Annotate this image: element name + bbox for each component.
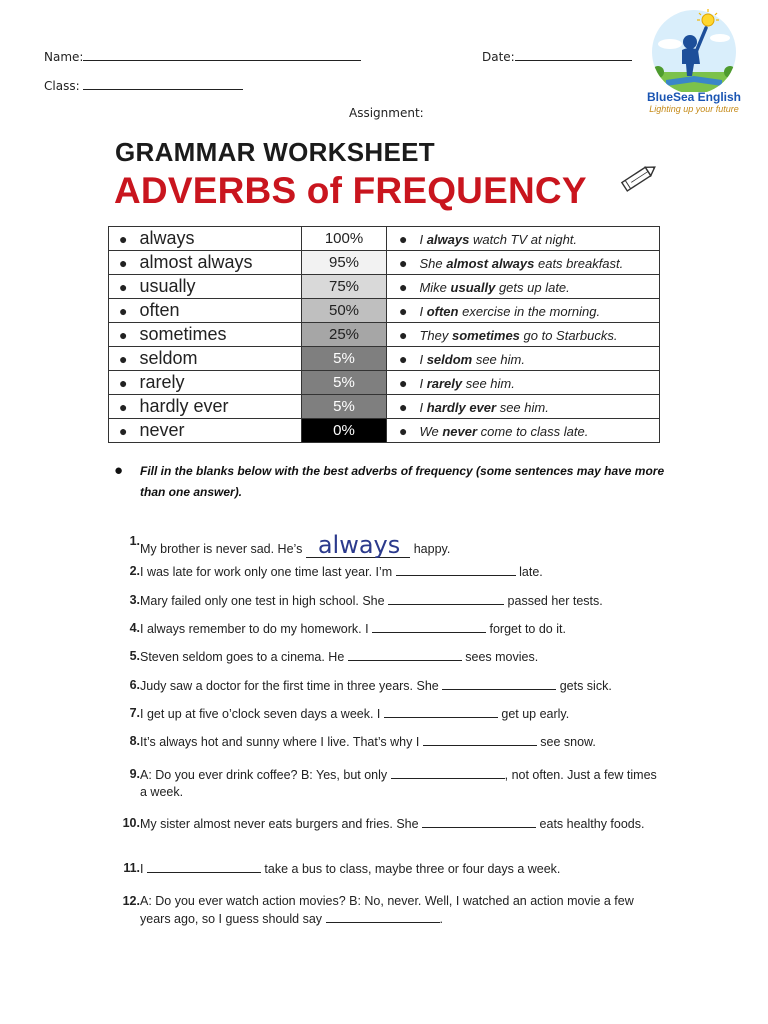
question-number: 12. <box>122 894 140 908</box>
answer-blank[interactable] <box>422 815 536 828</box>
example-post: gets up late. <box>495 279 570 295</box>
class-field-row <box>44 77 243 93</box>
adverb-cell <box>109 371 302 395</box>
question-after: forget to do it. <box>486 622 566 636</box>
question-number: 5. <box>129 649 140 663</box>
question-number: 11. <box>123 861 140 875</box>
example-pre: I <box>419 351 427 367</box>
question-item <box>118 620 658 638</box>
frequency-table <box>108 226 660 443</box>
question-item <box>118 648 658 666</box>
bullet-icon: ● <box>119 423 128 439</box>
question-number: 9. <box>129 767 140 781</box>
example-pre: I <box>419 375 427 391</box>
percent-cell: 0% <box>302 419 387 443</box>
example-cell <box>387 299 660 323</box>
example-post: go to Starbucks. <box>519 327 618 343</box>
question-after: take a bus to class, maybe three or four days a week. <box>260 862 561 876</box>
example-post: see him. <box>496 399 549 415</box>
answer-blank[interactable] <box>147 860 261 873</box>
example-cell <box>387 323 660 347</box>
question-after: . <box>439 912 444 926</box>
question-before: I always remember to do my homework. I <box>140 622 373 636</box>
question-after: get up early. <box>497 707 570 721</box>
question-after: happy. <box>410 542 451 556</box>
bullet-icon: ● <box>119 231 128 247</box>
example-pre: She <box>419 255 447 271</box>
frequency-row <box>109 419 660 443</box>
question-text <box>118 648 658 666</box>
example-adverb: usually <box>450 279 496 295</box>
bullet-icon: ● <box>114 462 124 479</box>
adverb-cell <box>109 227 302 251</box>
question-number: 6. <box>129 678 140 692</box>
question-item <box>118 592 658 610</box>
question-number: 10. <box>122 816 140 830</box>
bullet-icon: ● <box>399 302 408 319</box>
example-post: exercise in the morning. <box>458 303 601 319</box>
percent-cell: 5% <box>302 371 387 395</box>
logo-graphic-icon <box>640 6 748 92</box>
example-post: watch TV at night. <box>469 231 578 247</box>
frequency-row <box>109 227 660 251</box>
question-item <box>118 563 658 581</box>
question-before: It’s always hot and sunny where I live. That’s why I <box>140 735 423 749</box>
adverb-cell <box>109 299 302 323</box>
example-post: come to class late. <box>477 423 589 439</box>
example-adverb: seldom <box>426 351 473 367</box>
percent-cell: 75% <box>302 275 387 299</box>
answer-blank[interactable] <box>326 910 440 923</box>
bullet-icon: ● <box>119 375 128 391</box>
question-before: I <box>140 862 147 876</box>
question-text <box>118 677 658 695</box>
frequency-row <box>109 395 660 419</box>
question-after: eats healthy foods. <box>536 817 645 831</box>
adverb-cell <box>109 395 302 419</box>
frequency-row <box>109 347 660 371</box>
question-before: A: Do you ever drink coffee? B: Yes, but only <box>140 768 391 782</box>
frequency-row <box>109 299 660 323</box>
question-text <box>118 733 658 751</box>
question-after: gets sick. <box>556 679 612 693</box>
answer-blank[interactable] <box>396 563 516 576</box>
bullet-icon: ● <box>399 350 408 367</box>
class-input-line[interactable] <box>83 77 243 90</box>
adverb-text: always <box>139 228 195 248</box>
question-text <box>118 563 658 581</box>
answer-blank[interactable] <box>442 677 556 690</box>
question-before: Mary failed only one test in high school. She <box>140 594 389 608</box>
answer-blank[interactable] <box>384 705 498 718</box>
bullet-icon: ● <box>119 279 128 295</box>
example-post: eats breakfast. <box>534 255 624 271</box>
example-cell <box>387 275 660 299</box>
frequency-row <box>109 323 660 347</box>
question-text <box>118 620 658 638</box>
example-adverb: sometimes <box>451 327 520 343</box>
example-pre: I <box>419 399 427 415</box>
question-item <box>118 533 658 558</box>
assignment-label: Assignment: <box>349 106 424 120</box>
adverb-text: often <box>139 300 180 320</box>
question-number: 2. <box>129 564 140 578</box>
question-before: My sister almost never eats burgers and fries. She <box>140 817 423 831</box>
question-text <box>118 893 658 928</box>
bullet-icon: ● <box>399 230 408 247</box>
example-pre: We <box>419 423 443 439</box>
adverb-cell <box>109 251 302 275</box>
question-number: 3. <box>129 593 140 607</box>
example-cell <box>387 227 660 251</box>
answer-blank[interactable] <box>372 620 486 633</box>
adverb-text: seldom <box>139 348 198 368</box>
example-adverb: hardly ever <box>426 399 497 415</box>
answer-blank[interactable] <box>388 592 504 605</box>
example-pre: I <box>419 303 427 319</box>
logo-tagline: Lighting up your future <box>649 104 739 114</box>
question-number: 7. <box>129 706 140 720</box>
class-label: Class: <box>44 79 80 93</box>
question-text <box>118 533 658 558</box>
instructions-text: Fill in the blanks below with the best adverbs of frequency (some sentences may have more than one answer). <box>140 464 665 499</box>
frequency-row <box>109 251 660 275</box>
percent-cell: 95% <box>302 251 387 275</box>
question-item <box>118 893 658 928</box>
example-pre: I <box>419 231 427 247</box>
question-before: I was late for work only one time last year. I’m <box>140 565 396 579</box>
example-cell <box>387 347 660 371</box>
percent-cell: 5% <box>302 347 387 371</box>
percent-cell: 50% <box>302 299 387 323</box>
question-number: 8. <box>129 734 140 748</box>
example-post: see him. <box>462 375 515 391</box>
question-item <box>118 677 658 695</box>
question-item <box>118 860 658 878</box>
bullet-icon: ● <box>399 398 408 415</box>
adverb-text: almost always <box>139 252 253 272</box>
instructions <box>114 461 668 503</box>
question-before: My brother is never sad. He’s <box>140 542 306 556</box>
question-before: Steven seldom goes to a cinema. He <box>140 650 348 664</box>
bluesea-logo <box>640 6 748 114</box>
bullet-icon: ● <box>399 254 408 271</box>
example-cell <box>387 371 660 395</box>
question-number: 4. <box>129 621 140 635</box>
percent-cell: 25% <box>302 323 387 347</box>
name-input-line[interactable] <box>83 48 361 61</box>
name-label: Name: <box>44 50 84 64</box>
adverb-text: usually <box>139 276 196 296</box>
question-item <box>118 705 658 723</box>
bullet-icon: ● <box>399 278 408 295</box>
example-cell <box>387 395 660 419</box>
date-label: Date: <box>482 50 515 64</box>
adverb-text: never <box>139 420 185 440</box>
question-before: I get up at five o’clock seven days a week. I <box>140 707 384 721</box>
example-post: see him. <box>472 351 525 367</box>
adverb-cell <box>109 347 302 371</box>
logo-name: BlueSea English <box>646 90 742 104</box>
answer-blank[interactable] <box>348 648 462 661</box>
question-text <box>118 815 658 833</box>
question-after: , not often. Just a few times a week. <box>140 768 657 799</box>
question-item <box>118 733 658 751</box>
question-after: late. <box>515 565 543 579</box>
question-after: sees movies. <box>461 650 539 664</box>
answer-filled[interactable]: always <box>306 533 410 558</box>
adverb-cell <box>109 323 302 347</box>
percent-cell: 5% <box>302 395 387 419</box>
pencil-icon <box>616 163 660 193</box>
worksheet-subtitle: ADVERBS of FREQUENCY <box>114 170 587 211</box>
example-adverb: almost always <box>446 255 535 271</box>
adverb-text: hardly ever <box>139 396 229 416</box>
question-number: 1. <box>129 534 140 548</box>
frequency-row <box>109 371 660 395</box>
answer-blank[interactable] <box>391 766 505 779</box>
question-before: Judy saw a doctor for the first time in three years. She <box>140 679 443 693</box>
frequency-row <box>109 275 660 299</box>
bullet-icon: ● <box>119 327 128 343</box>
question-after: see snow. <box>536 735 596 749</box>
question-text <box>118 766 658 801</box>
question-item <box>118 766 658 801</box>
adverb-cell <box>109 275 302 299</box>
adverb-text: rarely <box>139 372 185 392</box>
bullet-icon: ● <box>119 255 128 271</box>
adverb-cell <box>109 419 302 443</box>
example-adverb: always <box>426 231 470 247</box>
question-item <box>118 815 658 833</box>
bullet-icon: ● <box>119 351 128 367</box>
bullet-icon: ● <box>399 374 408 391</box>
worksheet-title: GRAMMAR WORKSHEET <box>115 137 435 167</box>
example-pre: They <box>419 327 452 343</box>
bullet-icon: ● <box>399 326 408 343</box>
example-cell <box>387 419 660 443</box>
bullet-icon: ● <box>119 303 128 319</box>
percent-cell: 100% <box>302 227 387 251</box>
date-field-row <box>482 48 632 64</box>
example-adverb: often <box>426 303 459 319</box>
name-field-row <box>44 48 361 64</box>
question-text <box>118 705 658 723</box>
example-adverb: never <box>442 423 478 439</box>
bullet-icon: ● <box>399 422 408 439</box>
question-text <box>118 592 658 610</box>
example-pre: Mike <box>419 279 451 295</box>
date-input-line[interactable] <box>515 48 632 61</box>
answer-blank[interactable] <box>423 733 537 746</box>
example-cell <box>387 251 660 275</box>
question-text <box>118 860 658 878</box>
question-after: passed her tests. <box>504 594 603 608</box>
example-adverb: rarely <box>426 375 463 391</box>
adverb-text: sometimes <box>139 324 227 344</box>
question-before: A: Do you ever watch action movies? B: No, never. Well, I watched an action movie a few years ago, so I guess should say <box>140 894 634 926</box>
bullet-icon: ● <box>119 399 128 415</box>
